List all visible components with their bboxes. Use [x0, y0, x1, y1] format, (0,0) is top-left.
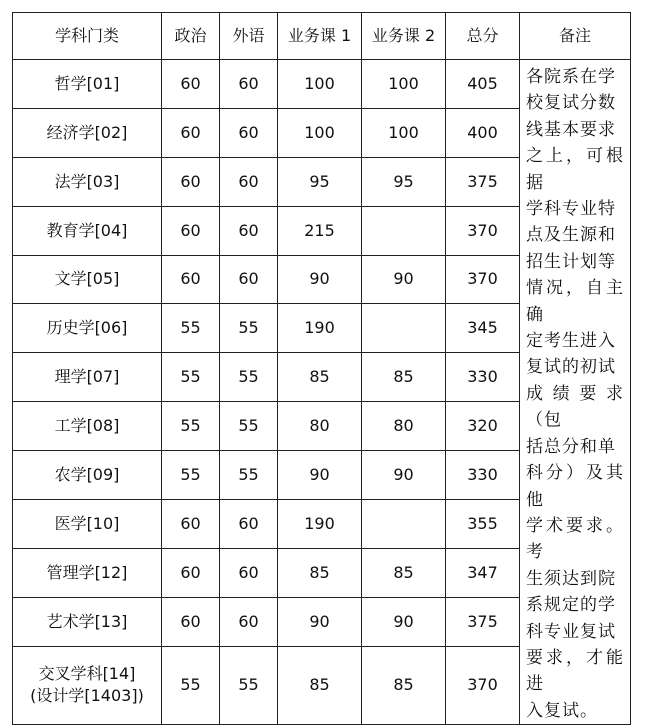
total-cell: 330 [446, 353, 520, 402]
subject-label: 管理学[12] [46, 562, 128, 582]
note-line: 点及生源和 [526, 225, 616, 246]
note-line: 学科专业特 [526, 199, 616, 220]
subject-label: 法学[03] [54, 171, 120, 191]
total-cell: 330 [446, 451, 520, 500]
politics-cell: 55 [162, 353, 220, 402]
course1-cell: 190 [278, 499, 362, 548]
course2-cell: 80 [362, 402, 446, 451]
subject-cell [13, 255, 162, 304]
language-cell: 55 [220, 402, 278, 451]
total-cell: 320 [446, 402, 520, 451]
note-line: 科分）及其他 [526, 463, 624, 510]
header-note: 备注 [520, 13, 631, 60]
subject-cell [13, 646, 162, 725]
subject-label: 文学[05] [54, 269, 120, 289]
politics-cell: 55 [162, 304, 220, 353]
course1-cell: 100 [278, 60, 362, 109]
subject-label: 哲学[01] [54, 73, 120, 93]
course2-cell: 90 [362, 451, 446, 500]
politics-cell: 60 [162, 499, 220, 548]
politics-cell: 60 [162, 255, 220, 304]
table-row [13, 60, 631, 109]
total-cell: 400 [446, 108, 520, 157]
subject-label: 艺术学[13] [46, 611, 128, 631]
course1-cell: 215 [278, 206, 362, 255]
note-line: 各院系在学 [526, 67, 616, 87]
course2-cell: 100 [362, 60, 446, 109]
score-table-wrapper [12, 12, 631, 725]
note-line: 学术要求。考 [526, 515, 624, 563]
course1-cell: 90 [278, 597, 362, 646]
course1-cell: 100 [278, 108, 362, 157]
course2-cell: 90 [362, 597, 446, 646]
total-cell: 370 [446, 255, 520, 304]
subject-cell [13, 353, 162, 402]
note-line: 科专业复试 [526, 621, 616, 642]
course2-cell [362, 499, 446, 548]
language-cell: 60 [220, 108, 278, 157]
subject-label: 工学[08] [54, 416, 120, 436]
total-cell: 370 [446, 206, 520, 255]
course1-cell: 90 [278, 451, 362, 500]
total-cell: 375 [446, 157, 520, 206]
note-line: 成绩要求（包 [526, 383, 624, 431]
note-line: 定考生进入 [526, 331, 616, 352]
politics-cell: 60 [162, 597, 220, 646]
subject-label: 经济学[02] [46, 122, 128, 142]
course2-cell: 85 [362, 548, 446, 597]
subject-label: 理学[07] [54, 367, 120, 387]
subject-label: 医学[10] [54, 513, 120, 533]
note-line: 复试的初试 [526, 357, 616, 378]
course1-cell: 85 [278, 548, 362, 597]
course1-cell: 80 [278, 402, 362, 451]
header-row [13, 13, 631, 60]
language-cell: 55 [220, 451, 278, 500]
note-line: 线基本要求 [526, 119, 616, 140]
course2-cell [362, 304, 446, 353]
politics-cell: 55 [162, 451, 220, 500]
note-line: 系规定的学 [526, 595, 616, 616]
course1-cell: 85 [278, 646, 362, 725]
subject-cell [13, 499, 162, 548]
note-line: 情况，自主确 [526, 278, 624, 325]
score-table [12, 12, 631, 725]
subject-label: (设计学[1403]) [30, 686, 144, 706]
total-cell: 355 [446, 499, 520, 548]
subject-cell [13, 206, 162, 255]
course2-cell: 90 [362, 255, 446, 304]
note-line: 括总分和单 [526, 436, 616, 457]
subject-label: 农学[09] [54, 464, 120, 484]
course2-cell: 100 [362, 108, 446, 157]
course1-cell: 90 [278, 255, 362, 304]
politics-cell: 60 [162, 206, 220, 255]
total-cell: 370 [446, 646, 520, 725]
subject-cell [13, 451, 162, 500]
subject-label: 历史学[06] [46, 318, 128, 338]
course1-cell: 85 [278, 353, 362, 402]
course1-cell: 95 [278, 157, 362, 206]
note-line: 生须达到院 [526, 568, 616, 589]
subject-cell [13, 597, 162, 646]
header-politics: 政治 [162, 13, 220, 60]
note-line: 要求，才能进 [526, 647, 624, 695]
subject-cell [13, 402, 162, 451]
course2-cell: 85 [362, 646, 446, 725]
politics-cell: 60 [162, 548, 220, 597]
course2-cell: 95 [362, 157, 446, 206]
total-cell: 347 [446, 548, 520, 597]
language-cell: 60 [220, 499, 278, 548]
politics-cell: 60 [162, 60, 220, 109]
language-cell: 55 [220, 646, 278, 725]
subject-cell [13, 157, 162, 206]
language-cell: 55 [220, 353, 278, 402]
politics-cell: 55 [162, 646, 220, 725]
header-total: 总分 [446, 13, 520, 60]
language-cell: 60 [220, 157, 278, 206]
language-cell: 60 [220, 548, 278, 597]
total-cell: 405 [446, 60, 520, 109]
language-cell: 60 [220, 206, 278, 255]
subject-label: 交叉学科[14] [38, 664, 136, 684]
course1-cell: 190 [278, 304, 362, 353]
header-subject: 学科门类 [13, 13, 162, 60]
note-line: 之上，可根据 [526, 146, 624, 193]
subject-cell [13, 548, 162, 597]
note-line: 招生计划等 [526, 251, 616, 272]
language-cell: 55 [220, 304, 278, 353]
table-body [13, 60, 631, 725]
language-cell: 60 [220, 255, 278, 304]
header-course1: 业务课 1 [278, 13, 362, 60]
total-cell: 375 [446, 597, 520, 646]
politics-cell: 60 [162, 108, 220, 157]
course2-cell: 85 [362, 353, 446, 402]
politics-cell: 60 [162, 157, 220, 206]
note-cell [520, 60, 631, 725]
note-line: 入复试。 [526, 700, 598, 721]
subject-cell [13, 304, 162, 353]
language-cell: 60 [220, 597, 278, 646]
subject-cell [13, 60, 162, 109]
course2-cell [362, 206, 446, 255]
header-language: 外语 [220, 13, 278, 60]
note-line: 校复试分数 [526, 93, 616, 114]
subject-cell [13, 108, 162, 157]
total-cell: 345 [446, 304, 520, 353]
subject-label: 教育学[04] [46, 220, 128, 240]
header-course2: 业务课 2 [362, 13, 446, 60]
politics-cell: 55 [162, 402, 220, 451]
language-cell: 60 [220, 60, 278, 109]
